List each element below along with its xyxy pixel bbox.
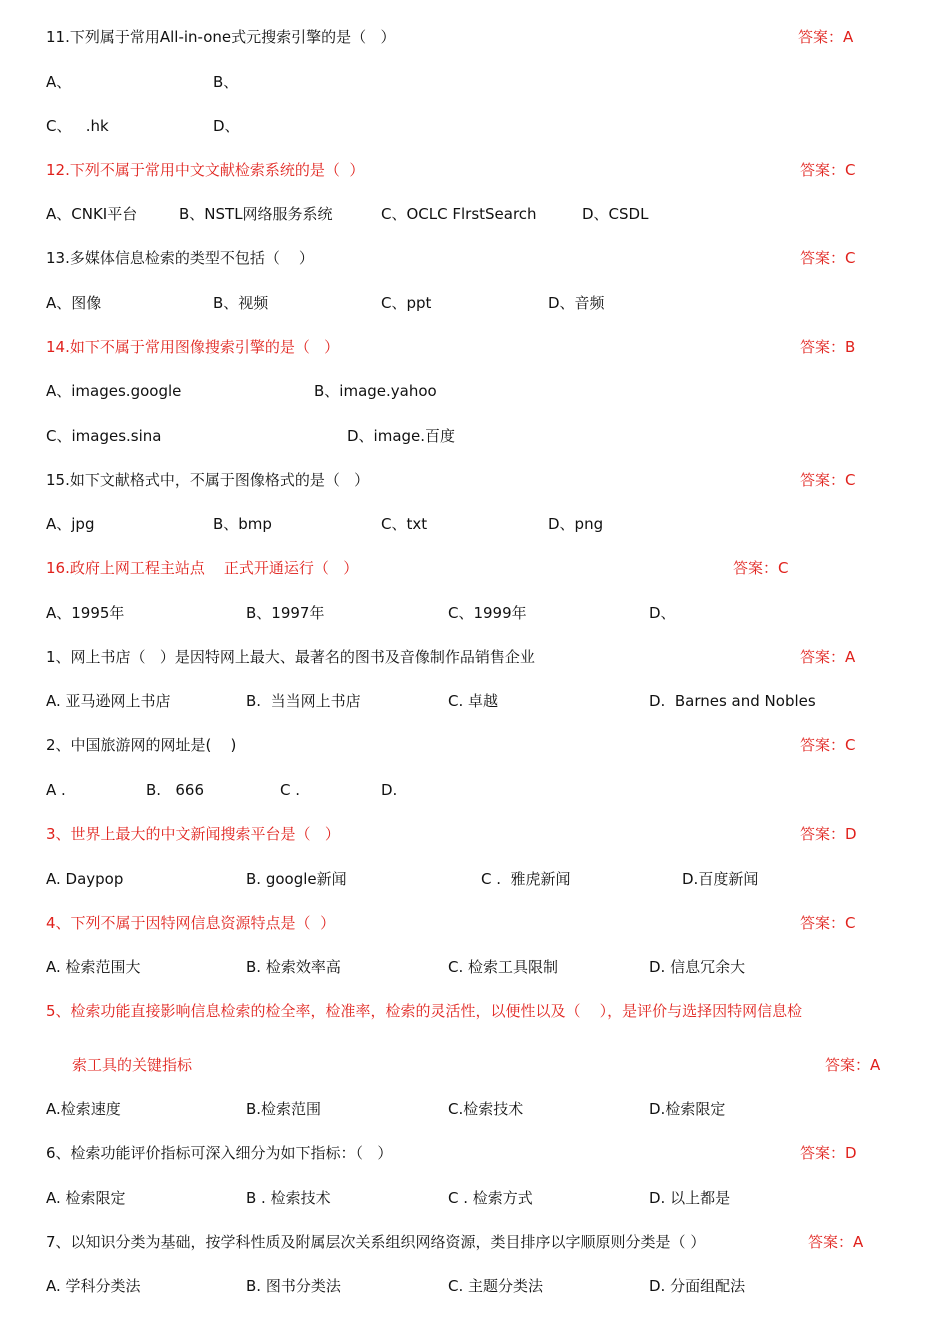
options-row <box>0 864 950 894</box>
option-b: B、视频 <box>213 294 269 312</box>
options-row <box>0 1094 950 1124</box>
option-a: A . <box>46 781 66 799</box>
answer-label: 答案：C <box>800 471 856 489</box>
option-c: C. 主题分类法 <box>448 1277 544 1295</box>
question-text: 索工具的关键指标 <box>72 1056 193 1074</box>
option-a: A、1995年 <box>46 604 125 622</box>
option-d: D. <box>381 781 398 799</box>
answer-label: 答案：C <box>800 249 856 267</box>
option-a: A. 学科分类法 <box>46 1277 141 1295</box>
option-d: D、image.百度 <box>347 427 456 445</box>
options-row <box>0 509 950 539</box>
answer-label: 答案：C <box>800 914 856 932</box>
question-1 <box>0 642 950 672</box>
option-b: B. 当当网上书店 <box>246 692 361 710</box>
option-b: B. 检索效率高 <box>246 958 341 976</box>
option-c: C、OCLC FlrstSearch <box>381 205 537 223</box>
options-row <box>0 111 950 141</box>
question-11 <box>0 22 950 52</box>
option-b: B . 检索技术 <box>246 1189 331 1207</box>
option-c: C. 卓越 <box>448 692 499 710</box>
question-text: 11.下列属于常用All-in-one式元搜索引擎的是（ ） <box>46 28 396 46</box>
option-a: A、CNKI平台 <box>46 205 138 223</box>
options-row <box>0 199 950 229</box>
question-text: 6、检索功能评价指标可深入细分为如下指标：（ ） <box>46 1144 393 1162</box>
option-d: D. 信息冗余大 <box>649 958 746 976</box>
answer-label: 答案：D <box>800 1144 857 1162</box>
question-16 <box>0 553 950 583</box>
question-text: 16.政府上网工程主站点 正式开通运行（ ） <box>46 559 359 577</box>
option-b: B.检索范围 <box>246 1100 322 1118</box>
option-d: D. 分面组配法 <box>649 1277 746 1295</box>
option-d: D. Barnes and Nobles <box>649 692 816 710</box>
question-5 <box>0 996 950 1026</box>
option-d: D、png <box>548 515 604 533</box>
option-b: B、1997年 <box>246 604 325 622</box>
question-text: 13.多媒体信息检索的类型不包括（ ） <box>46 249 314 267</box>
answer-label: 答案：D <box>800 825 857 843</box>
question-text: 14.如下不属于常用图像搜索引擎的是（ ） <box>46 338 340 356</box>
answer-label: 答案：B <box>800 338 856 356</box>
option-d: D、 <box>649 604 676 622</box>
option-d: D、 <box>213 117 240 135</box>
question-3 <box>0 819 950 849</box>
answer-label: 答案：A <box>800 648 856 666</box>
options-row <box>0 1271 950 1301</box>
option-a: A、images.google <box>46 382 182 400</box>
option-b: B. google新闻 <box>246 870 347 888</box>
options-row <box>0 775 950 805</box>
option-d: D.检索限定 <box>649 1100 726 1118</box>
option-c: C、ppt <box>381 294 432 312</box>
answer-label: 答案：A <box>808 1233 864 1251</box>
question-14 <box>0 332 950 362</box>
option-d: D、CSDL <box>582 205 649 223</box>
option-a: A.检索速度 <box>46 1100 121 1118</box>
option-c: C.检索技术 <box>448 1100 524 1118</box>
question-text: 12.下列不属于常用中文文献检索系统的是（ ） <box>46 161 365 179</box>
option-b: B、NSTL网络服务系统 <box>179 205 333 223</box>
question-text: 4、下列不属于因特网信息资源特点是（ ） <box>46 914 336 932</box>
question-12 <box>0 155 950 185</box>
question-text: 1、网上书店（ ）是因特网上最大、最著名的图书及音像制作品销售企业 <box>46 648 535 666</box>
option-b: B. 666 <box>146 781 204 799</box>
options-row <box>0 1183 950 1213</box>
option-c: C . 雅虎新闻 <box>481 870 571 888</box>
option-c: C、txt <box>381 515 428 533</box>
option-d: D.百度新闻 <box>682 870 759 888</box>
option-b: B、 <box>213 73 239 91</box>
question-13 <box>0 243 950 273</box>
option-b: B、bmp <box>213 515 272 533</box>
options-row <box>0 421 950 451</box>
option-b: B、image.yahoo <box>314 382 437 400</box>
option-a: A. Daypop <box>46 870 124 888</box>
question-4 <box>0 908 950 938</box>
question-15 <box>0 465 950 495</box>
answer-label: 答案：C <box>800 736 856 754</box>
option-a: A. 检索限定 <box>46 1189 126 1207</box>
option-a: A、 <box>46 73 72 91</box>
options-row <box>0 67 950 97</box>
options-row <box>0 598 950 628</box>
answer-label: 答案：A <box>798 28 854 46</box>
option-a: A、jpg <box>46 515 95 533</box>
option-c: C . 检索方式 <box>448 1189 533 1207</box>
question-7 <box>0 1227 950 1257</box>
options-row <box>0 376 950 406</box>
option-a: A、图像 <box>46 294 102 312</box>
option-b: B. 图书分类法 <box>246 1277 341 1295</box>
option-c: C、 .hk <box>46 117 109 135</box>
options-row <box>0 686 950 716</box>
option-c: C、images.sina <box>46 427 162 445</box>
answer-label: 答案：A <box>825 1056 881 1074</box>
question-text: 15.如下文献格式中，不属于图像格式的是（ ） <box>46 471 370 489</box>
options-row <box>0 288 950 318</box>
answer-label: 答案：C <box>733 559 789 577</box>
option-a: A. 检索范围大 <box>46 958 141 976</box>
option-d: D. 以上都是 <box>649 1189 731 1207</box>
option-c: C. 检索工具限制 <box>448 958 559 976</box>
option-c: C . <box>280 781 301 799</box>
options-row <box>0 952 950 982</box>
option-a: A. 亚马逊网上书店 <box>46 692 171 710</box>
question-text: 5、检索功能直接影响信息检索的检全率，检准率，检索的灵活性，以便性以及（ ），是评价与选择因特网信息检 <box>46 1002 803 1020</box>
question-text: 2、中国旅游网的网址是( ) <box>46 736 237 754</box>
question-text: 3、世界上最大的中文新闻搜索平台是（ ） <box>46 825 340 843</box>
question-6 <box>0 1138 950 1168</box>
question-text: 7、以知识分类为基础，按学科性质及附属层次关系组织网络资源，类目排序以字顺原则分类是（ ） <box>46 1233 706 1251</box>
option-d: D、音频 <box>548 294 605 312</box>
question-2 <box>0 730 950 760</box>
question-5-continued <box>0 1050 950 1080</box>
answer-label: 答案：C <box>800 161 856 179</box>
option-c: C、1999年 <box>448 604 527 622</box>
